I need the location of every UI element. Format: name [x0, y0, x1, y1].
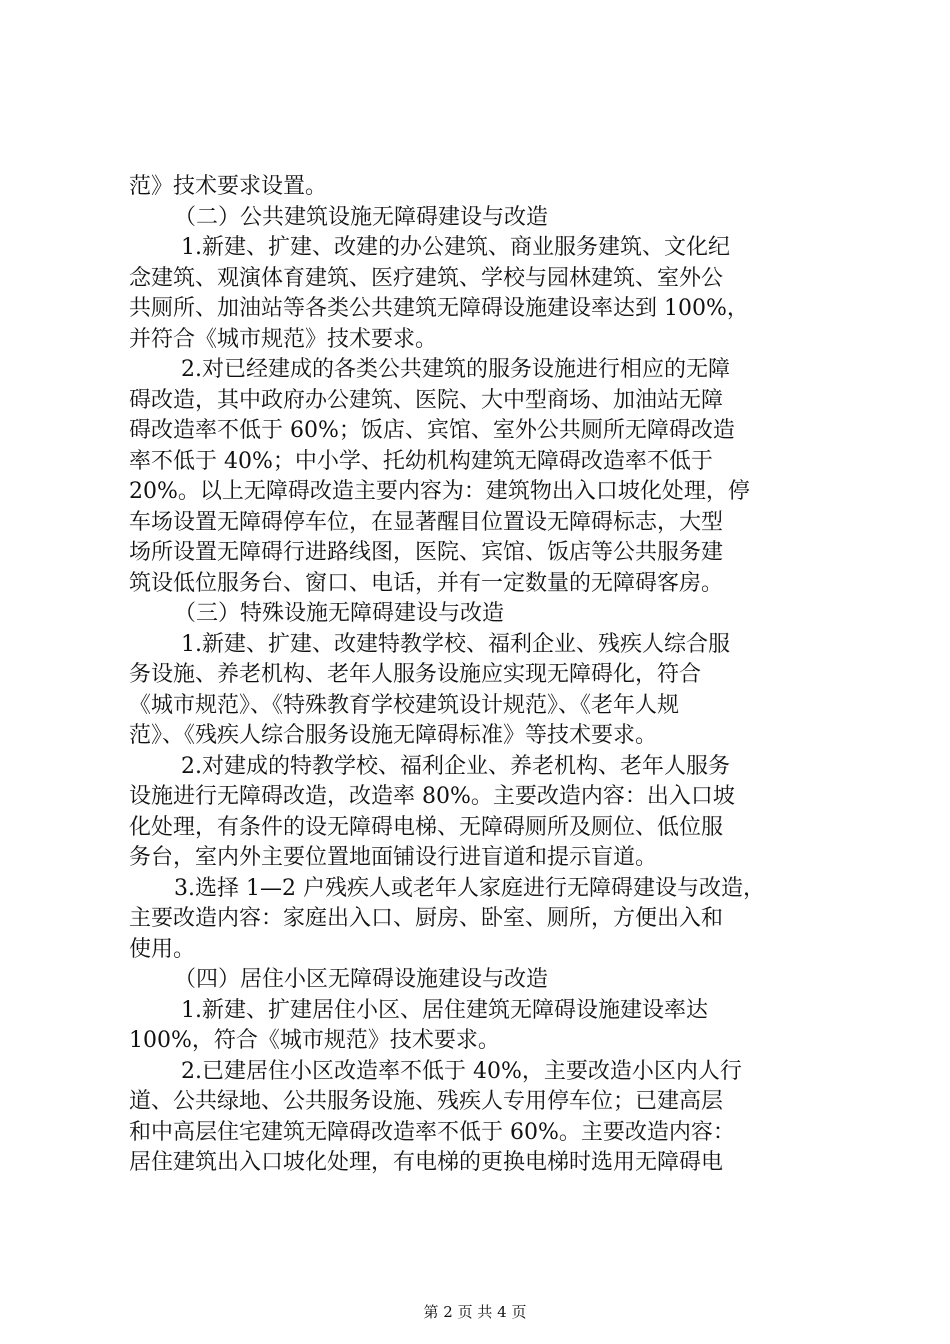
body-line: 务台，室内外主要位置地面铺设行进盲道和提示盲道。	[129, 845, 658, 870]
body-line: 设施进行无障碍改造，改造率 80%。主要改造内容：出入口坡	[129, 784, 735, 809]
body-line: 和中高层住宅建筑无障碍改造率不低于 60%。主要改造内容：	[129, 1119, 735, 1145]
paragraph-start: 1.新建、扩建、改建的办公建筑、商业服务建筑、文化纪	[181, 235, 730, 260]
body-line: 车场设置无障碍停车位，在显著醒目位置设无障碍标志，大型	[129, 509, 724, 535]
body-line: 《城市规范》、《特殊教育学校建筑设计规范》、《老年人规	[129, 692, 680, 718]
body-line: 范》、《残疾人综合服务设施无障碍标准》等技术要求。	[129, 723, 658, 748]
section-heading-2: （二）公共建筑设施无障碍建设与改造	[174, 204, 549, 230]
body-line: 碍改造率不低于 60%；饭店、宾馆、室外公共厕所无障碍改造	[129, 418, 735, 443]
document-body	[129, 172, 834, 1179]
body-line: 100%，符合《城市规范》技术要求。	[129, 1028, 500, 1053]
body-line: 筑设低位服务台、窗口、电话，并有一定数量的无障碍客房。	[129, 570, 724, 596]
paragraph-start: 2.对已经建成的各类公共建筑的服务设施进行相应的无障	[181, 357, 730, 382]
section-heading-3: （三）特殊设施无障碍建设与改造	[174, 601, 505, 626]
body-line: 共厕所、加油站等各类公共建筑无障碍设施建设率达到 100%，	[129, 296, 749, 321]
body-line: 场所设置无障碍行进路线图，医院、宾馆、饭店等公共服务建	[129, 540, 724, 565]
section-heading-4: （四）居住小区无障碍设施建设与改造	[174, 967, 549, 992]
body-line: 主要改造内容：家庭出入口、厨房、卧室、厕所，方便出入和	[129, 906, 724, 931]
body-line: 率不低于 40%；中小学、托幼机构建筑无障碍改造率不低于	[129, 448, 713, 474]
body-line: 化处理，有条件的设无障碍电梯、无障碍厕所及厕位、低位服	[129, 814, 724, 840]
body-line: 务设施、养老机构、老年人服务设施应实现无障碍化，符合	[129, 662, 702, 687]
body-line: 并符合《城市规范》技术要求。	[129, 326, 438, 352]
paragraph-start: 1.新建、扩建居住小区、居住建筑无障碍设施建设率达	[181, 997, 708, 1023]
paragraph-start: 2.对建成的特教学校、福利企业、养老机构、老年人服务	[181, 753, 730, 779]
body-line: 念建筑、观演体育建筑、医疗建筑、学校与园林建筑、室外公	[129, 265, 724, 291]
paragraph-start: 1.新建、扩建、改建特教学校、福利企业、残疾人综合服	[181, 631, 730, 657]
body-line: 范》技术要求设置。	[129, 174, 328, 199]
body-line: 居住建筑出入口坡化处理，有电梯的更换电梯时选用无障碍电	[129, 1150, 724, 1175]
body-line: 20%。以上无障碍改造主要内容为：建筑物出入口坡化处理，停	[129, 479, 750, 504]
page-footer: 第 2 页 共 4 页	[423, 1303, 527, 1321]
body-line: 使用。	[129, 936, 196, 962]
paragraph-start: 2.已建居住小区改造率不低于 40%，主要改造小区内人行	[181, 1058, 742, 1084]
body-line: 碍改造，其中政府办公建筑、医院、大中型商场、加油站无障	[129, 387, 724, 413]
body-line: 道、公共绿地、公共服务设施、残疾人专用停车位；已建高层	[129, 1089, 724, 1114]
paragraph-start: 3.选择 1—2 户残疾人或老年人家庭进行无障碍建设与改造，	[174, 875, 765, 901]
